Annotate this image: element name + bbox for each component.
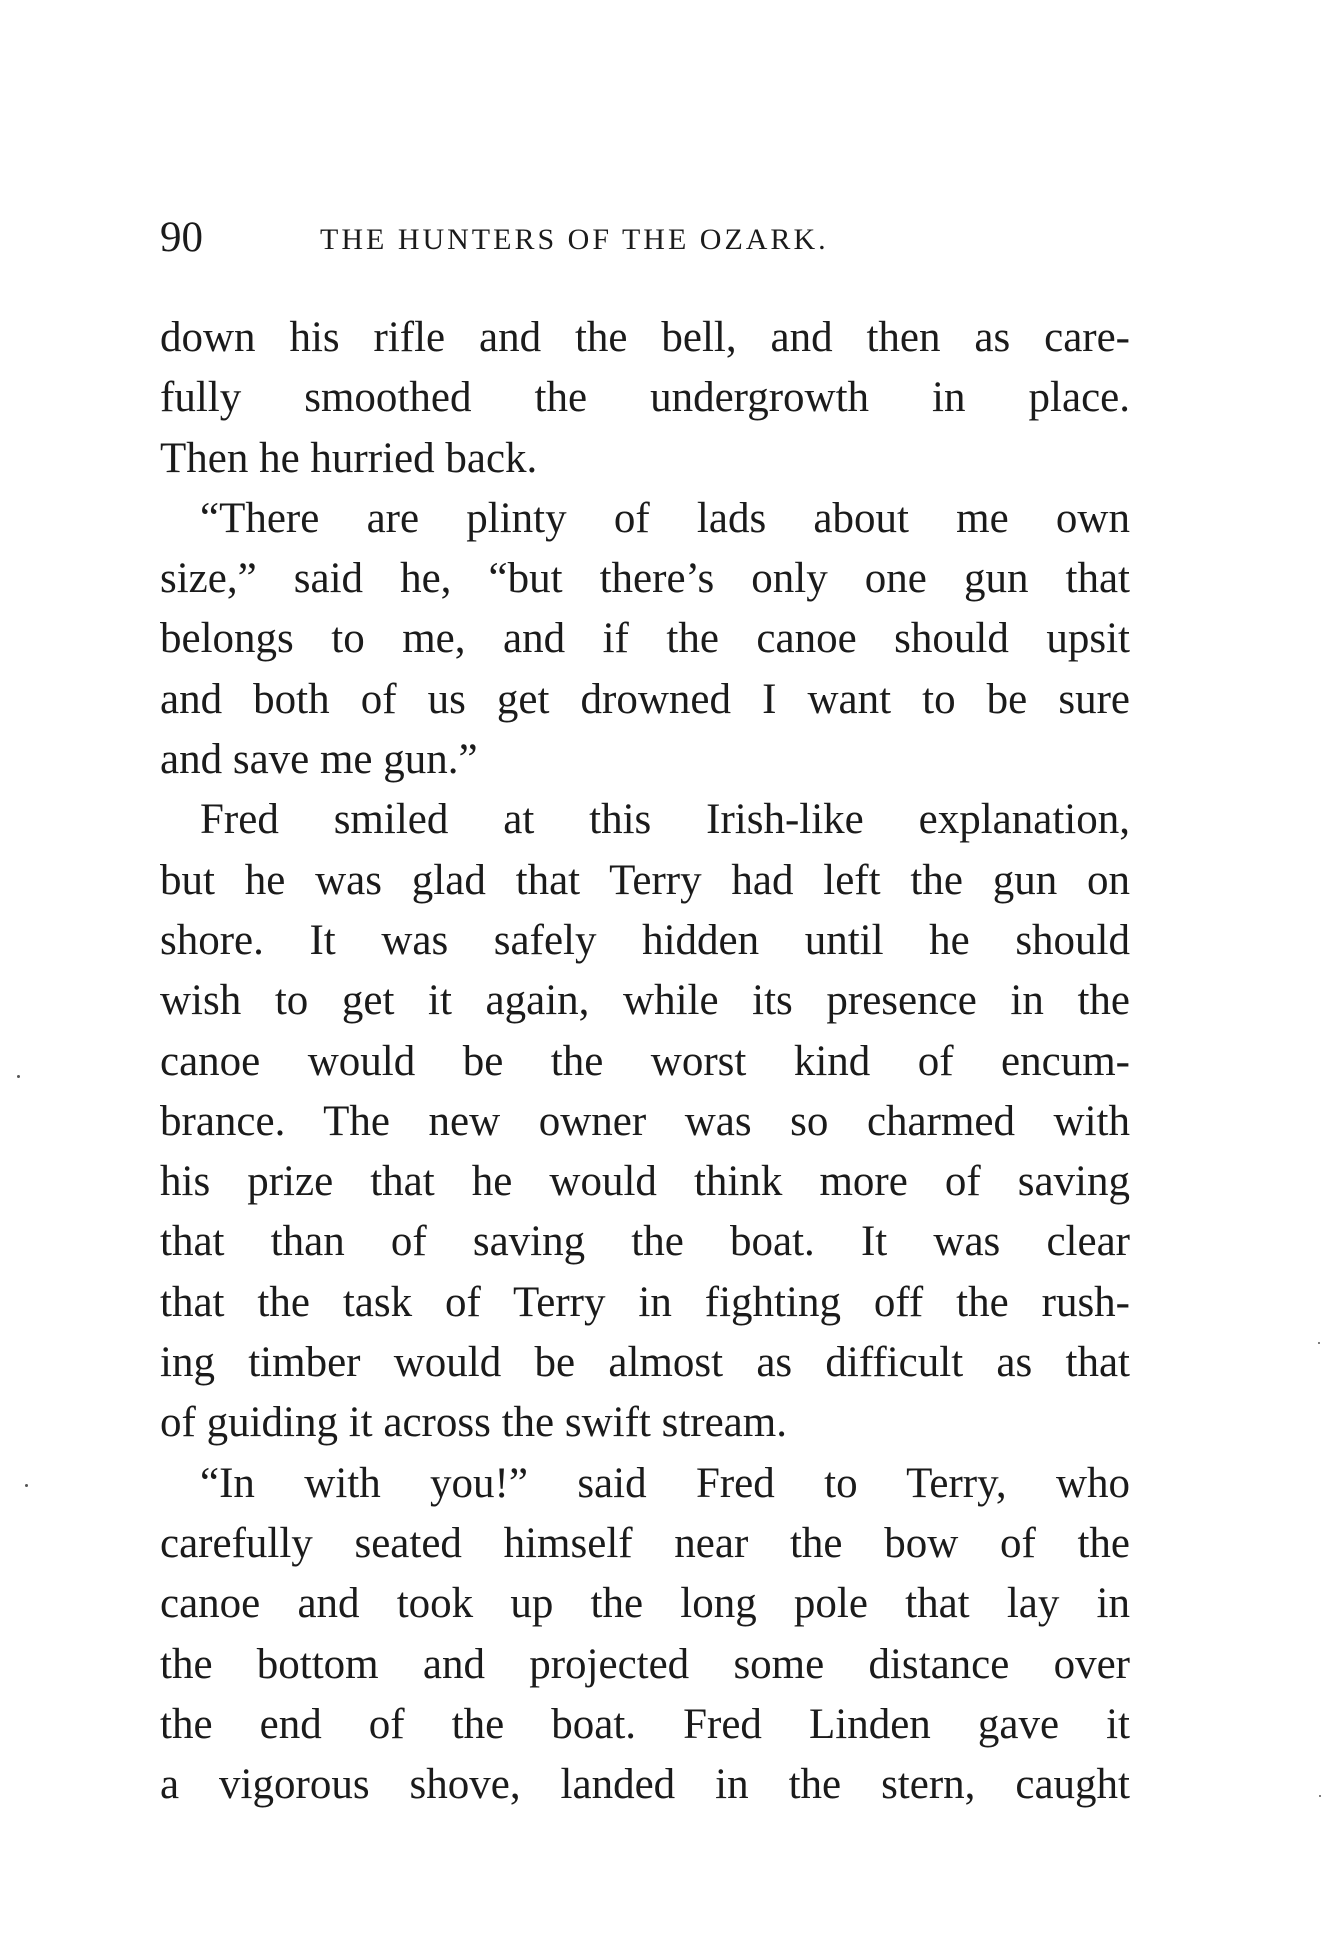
page-number: 90 xyxy=(160,214,203,261)
text-line: ing timber would be almost as difficult as that xyxy=(160,1339,1130,1387)
paper-speck xyxy=(1318,1342,1320,1344)
text-line: and both of us get drowned I want to be sure xyxy=(160,675,1130,723)
text-line: shore. It was safely hidden until he should xyxy=(160,916,1130,964)
text-line: fully smoothed the undergrowth in place. xyxy=(160,374,1130,422)
text-line: and save me gun.” xyxy=(160,736,478,784)
text-line: “There are plinty of lads about me own xyxy=(200,494,1130,542)
text-line: brance. The new owner was so charmed with xyxy=(160,1097,1130,1145)
text-line: of guiding it across the swift stream. xyxy=(160,1399,787,1447)
text-line: the end of the boat. Fred Linden gave it xyxy=(160,1700,1130,1748)
text-line: his prize that he would think more of saving xyxy=(160,1158,1130,1206)
text-line: Fred smiled at this Irish-like explanation, xyxy=(200,796,1130,844)
text-line: that the task of Terry in fighting off the rush- xyxy=(160,1278,1130,1326)
paper-speck xyxy=(17,1075,20,1078)
text-line: canoe would be the worst kind of encum- xyxy=(160,1037,1130,1085)
text-line: the bottom and projected some distance over xyxy=(160,1640,1130,1688)
paper-speck xyxy=(25,1484,28,1487)
text-line: canoe and took up the long pole that lay in xyxy=(160,1580,1130,1628)
text-line: down his rifle and the bell, and then as care- xyxy=(160,314,1130,361)
text-line: Then he hurried back. xyxy=(160,434,538,482)
text-line: that than of saving the boat. It was clear xyxy=(160,1218,1130,1266)
running-head xyxy=(160,212,940,264)
text-line: belongs to me, and if the canoe should upsit xyxy=(160,615,1130,663)
text-line: “In with you!” said Fred to Terry, who xyxy=(200,1459,1130,1507)
text-line: a vigorous shove, landed in the stern, caught xyxy=(160,1761,1130,1809)
text-line: carefully seated himself near the bow of the xyxy=(160,1519,1130,1567)
text-line: size,” said he, “but there’s only one gun that xyxy=(160,555,1130,603)
text-line: wish to get it again, while its presence in the xyxy=(160,977,1130,1025)
text-line: but he was glad that Terry had left the gun on xyxy=(160,856,1130,904)
body-text xyxy=(160,308,1130,1815)
paper-speck xyxy=(1319,1795,1321,1797)
running-title: THE HUNTERS OF THE OZARK. xyxy=(320,223,829,256)
